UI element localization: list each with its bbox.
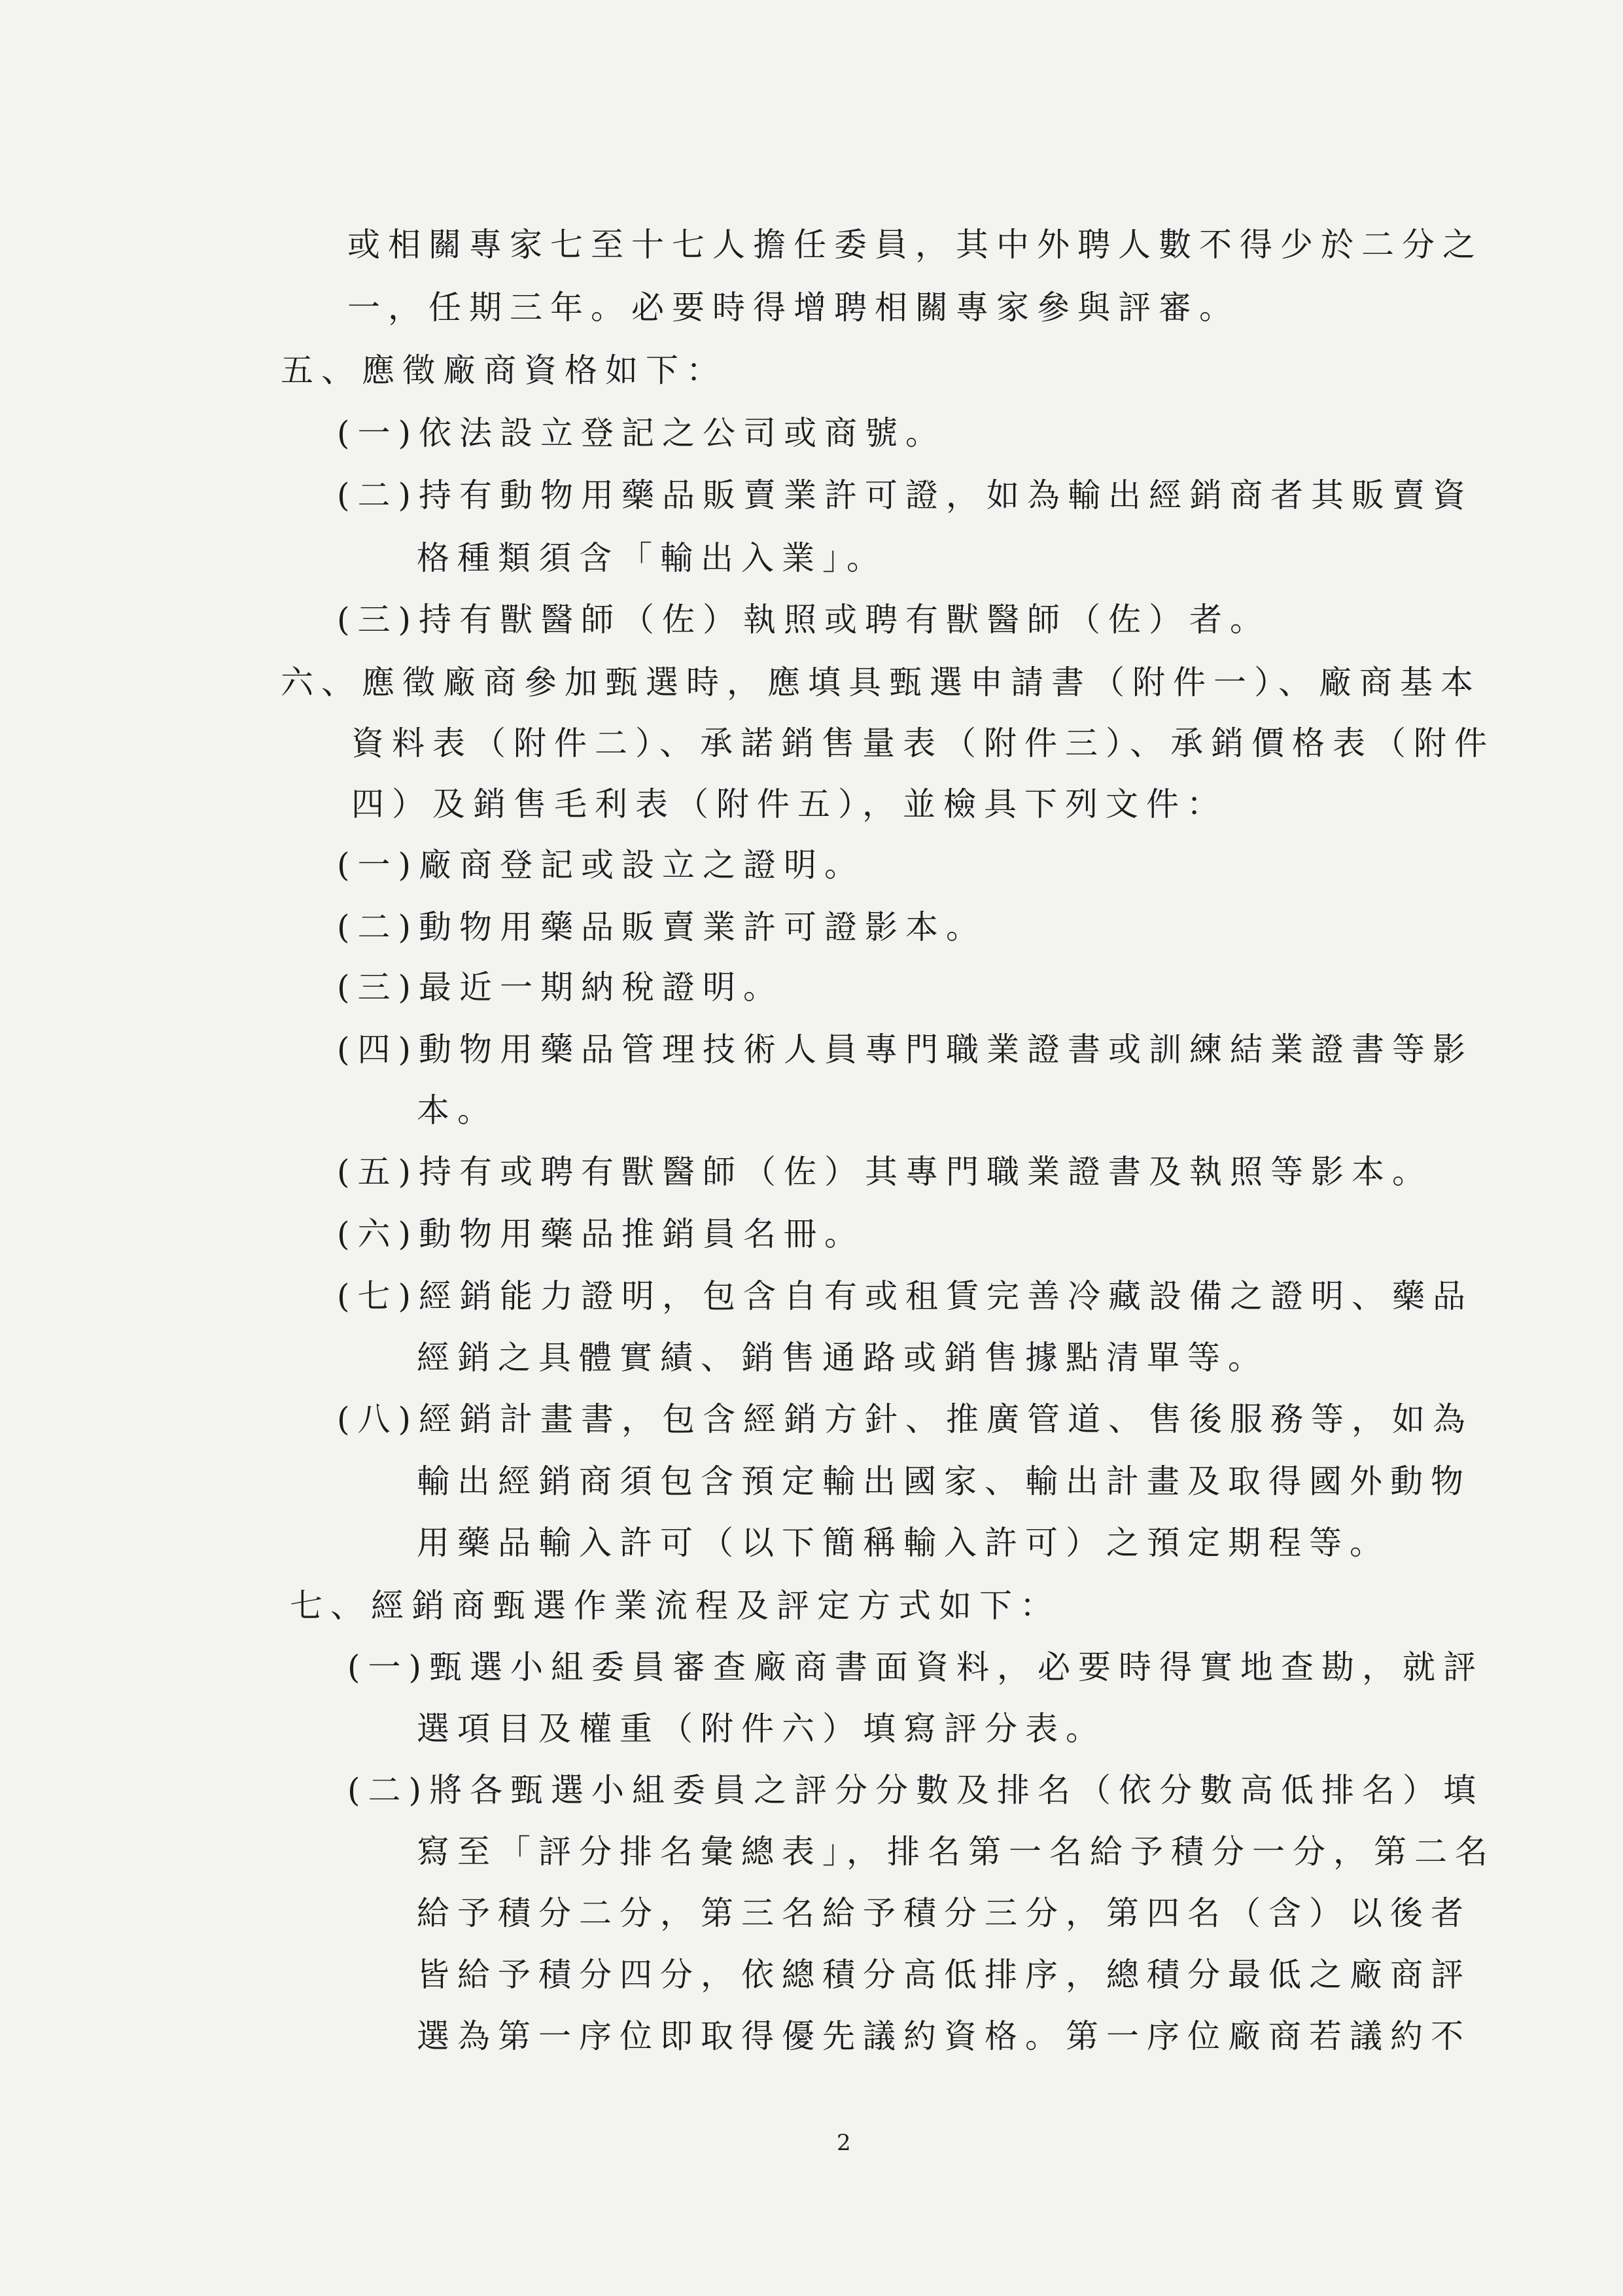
- text-line: 資料表（附件二）、承諾銷售量表（附件三）、承銷價格表（附件: [351, 724, 1495, 762]
- text-line: (二)將各甄選小組委員之評分分數及排名（依分數高低排名）填: [347, 1771, 1484, 1809]
- text-line: 經銷之具體實績、銷售通路或銷售據點清單等。: [417, 1339, 1268, 1377]
- text-line: (三)最近一期納稅證明。: [337, 968, 784, 1006]
- text-line: (二)動物用藥品販賣業許可證影本。: [337, 908, 987, 946]
- text-line: (一)甄選小組委員審查廠商書面資料，必要時得實地查勘，就評: [347, 1648, 1484, 1686]
- text-line: (一)廠商登記或設立之證明。: [337, 846, 865, 884]
- text-line: (七)經銷能力證明，包含自有或租賃完善冷藏設備之證明、藥品: [337, 1277, 1474, 1315]
- text-line: 一，任期三年。必要時得增聘相關專家參與評審。: [347, 289, 1240, 327]
- text-line: (八)經銷計畫書，包含經銷方針、推廣管道、售後服務等，如為: [337, 1400, 1474, 1438]
- text-line: (三)持有獸醫師（佐）執照或聘有獸醫師（佐）者。: [337, 601, 1271, 639]
- text-line: 或相關專家七至十七人擔任委員，其中外聘人數不得少於二分之: [347, 226, 1483, 264]
- section-heading: 五、應徵廠商資格如下：: [281, 351, 727, 389]
- text-line: 寫至「評分排名彙總表」，排名第一名給予積分一分，第二名: [417, 1833, 1495, 1871]
- text-line: 給予積分二分，第三名給予積分三分，第四名（含）以後者: [417, 1894, 1471, 1932]
- text-line: (一)依法設立登記之公司或商號。: [337, 414, 947, 452]
- text-line: 格種類須含「輸出入業」。: [417, 539, 887, 577]
- text-line: (二)持有動物用藥品販賣業許可證，如為輸出經銷商者其販賣資: [337, 476, 1474, 514]
- text-line: (四)動物用藥品管理技術人員專門職業證書或訓練結業證書等影: [337, 1031, 1474, 1069]
- page-number: 2: [837, 2130, 851, 2156]
- text-line: 用藥品輸入許可（以下簡稱輸入許可）之預定期程等。: [417, 1524, 1390, 1562]
- text-line: (五)持有或聘有獸醫師（佐）其專門職業證書及執照等影本。: [337, 1153, 1433, 1191]
- text-line: 輸出經銷商須包含預定輸出國家、輸出計畫及取得國外動物: [417, 1462, 1471, 1500]
- section-heading: 七、經銷商甄選作業流程及評定方式如下：: [290, 1587, 1060, 1625]
- text-line: (六)動物用藥品推銷員名冊。: [337, 1215, 865, 1253]
- text-line: 皆給予積分四分，依總積分高低排序，總積分最低之廠商評: [417, 1956, 1471, 1994]
- section-heading: 六、應徵廠商參加甄選時，應填具甄選申請書（附件一）、廠商基本: [281, 663, 1481, 701]
- text-line: 選為第一序位即取得優先議約資格。第一序位廠商若議約不: [417, 2017, 1471, 2055]
- text-line: 四）及銷售毛利表（附件五），並檢具下列文件：: [351, 785, 1227, 823]
- text-line: 選項目及權重（附件六）填寫評分表。: [417, 1710, 1106, 1748]
- text-line: 本。: [417, 1091, 498, 1129]
